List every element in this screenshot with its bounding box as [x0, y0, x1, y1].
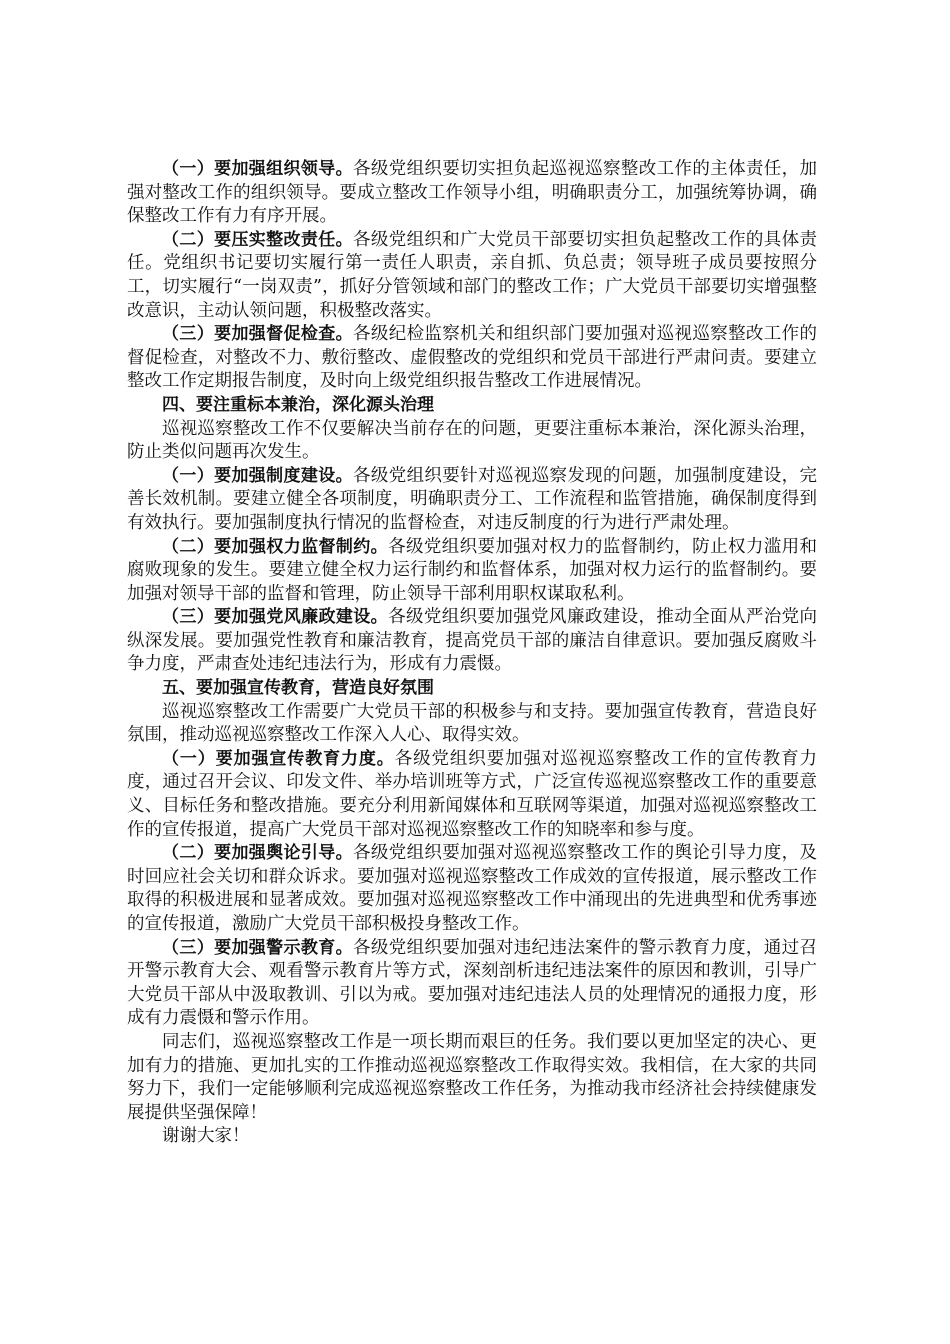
- paragraph-lead: （三）要加强党风廉政建设。: [162, 607, 389, 628]
- paragraph-supervision-inspection: [127, 323, 817, 394]
- paragraph-section-four-intro: 巡视巡察整改工作不仅要解决当前存在的问题，更要注重标本兼治，深化源头治理，防止类似问题再次发生。: [127, 418, 817, 463]
- paragraph-text: 各级党组织要针对巡视巡察发现的问题，加强制度建设，完善长效机制。要建立健全各项制度，明确职责分工、工作流程和监管措施，确保制度得到有效执行。要加强制度执行情况的监督检查，对违反制度的行为进行严肃处理。: [127, 465, 818, 533]
- paragraph-text: 各级党组织和广大党员干部要切实担负起整改工作的具体责任。党组织书记要切实履行第一责任人职责，亲自抓、负总责；领导班子成员要按照分工，切实履行“一岗双责”，抓好分管领域和部门的整改工作；广大党员干部要切实增强整改意识，主动认领问题，积极整改落实。: [127, 229, 818, 321]
- paragraph-organization-leadership: [127, 158, 817, 229]
- paragraph-thanks: 谢谢大家！: [162, 1126, 250, 1147]
- section-heading-five: 五、要加强宣传教育，营造良好氛围: [162, 678, 434, 699]
- paragraph-institution-building: [127, 465, 817, 536]
- paragraph-public-opinion: [127, 842, 817, 936]
- paragraph-lead: （三）要加强督促检查。: [162, 324, 353, 345]
- paragraph-lead: （一）要加强组织领导。: [162, 159, 353, 179]
- paragraph-warning-education: [127, 937, 817, 1031]
- paragraph-lead: （一）要加强宣传教育力度。: [162, 748, 395, 769]
- document-body: [127, 158, 817, 1149]
- paragraph-text: 各级党组织要加强对巡视巡察整改工作的舆论引导力度，及时回应社会关切和群众诉求。要加强对巡视巡察整改工作成效的宣传报道，展示整改工作取得的积极进展和显著成效。要加强对巡视巡察整改工作中涌现出的先进典型和优秀事迹的宣传报道，激励广大党员干部积极投身整改工作。: [127, 843, 818, 934]
- section-heading-four: 四、要注重标本兼治，深化源头治理: [162, 394, 434, 415]
- paragraph-lead: （二）要加强权力监督制约。: [162, 536, 389, 557]
- paragraph-text: 各级纪检监察机关和组织部门要加强对巡视巡察整改工作的督促检查，对整改不力、敷衍整改、虚假整改的党组织和党员干部进行严肃问责。要建立整改工作定期报告制度，及时向上级党组织报告整改工作进展情况。: [127, 324, 818, 392]
- paragraph-publicity-education: [127, 748, 817, 842]
- paragraph-text: 各级党组织要加强党风廉政建设，推动全面从严治党向纵深发展。要加强党性教育和廉洁教育，提高党员干部的廉洁自律意识。要加强反腐败斗争力度，严肃查处违纪违法行为，形成有力震慑。: [127, 607, 818, 675]
- paragraph-text: 各级党组织要加强对权力的监督制约，防止权力滥用和腐败现象的发生。要建立健全权力运行制约和监督体系，加强对权力运行的监督制约。要加强对领导干部的监督和管理，防止领导干部利用职权谋取私利。: [127, 536, 818, 604]
- paragraph-text: 各级党组织要加强对巡视巡察整改工作的宣传教育力度，通过召开会议、印发文件、举办培训班等方式，广泛宣传巡视巡察整改工作的重要意义、目标任务和整改措施。要充分利用新闻媒体和互联网等渠道，加强对巡视巡察整改工作的宣传报道，提高广大党员干部对巡视巡察整改工作的知晓率和参与度。: [127, 748, 818, 840]
- paragraph-conclusion: 同志们，巡视巡察整改工作是一项长期而艰巨的任务。我们要以更加坚定的决心、更加有力的措施、更加扎实的工作推动巡视巡察整改工作取得实效。我相信，在大家的共同努力下，我们一定能够顺利完成巡视巡察整改工作任务，为推动我市经济社会持续健康发展提供坚强保障！: [127, 1031, 817, 1123]
- paragraph-power-supervision: [127, 536, 817, 607]
- paragraph-lead: （一）要加强制度建设。: [162, 465, 353, 486]
- paragraph-clean-governance: [127, 606, 817, 677]
- paragraph-section-five-intro: 巡视巡察整改工作需要广大党员干部的积极参与和支持。要加强宣传教育，营造良好氛围，推动巡视巡察整改工作深入人心、取得实效。: [127, 701, 817, 746]
- paragraph-rectification-responsibility: [127, 229, 817, 323]
- paragraph-lead: （三）要加强警示教育。: [162, 937, 353, 958]
- paragraph-lead: （二）要压实整改责任。: [162, 229, 353, 250]
- paragraph-lead: （二）要加强舆论引导。: [162, 843, 353, 864]
- paragraph-text: 各级党组织要加强对违纪违法案件的警示教育力度，通过召开警示教育大会、观看警示教育片等方式，深刻剖析违纪违法案件的原因和教训，引导广大党员干部从中汲取教训、引以为戒。要加强对违纪违法人员的处理情况的通报力度，形成有力震慑和警示作用。: [127, 937, 818, 1029]
- paragraph-text: 各级党组织要切实担负起巡视巡察整改工作的主体责任，加强对整改工作的组织领导。要成立整改工作领导小组，明确职责分工，加强统筹协调，确保整改工作有力有序开展。: [127, 159, 818, 227]
